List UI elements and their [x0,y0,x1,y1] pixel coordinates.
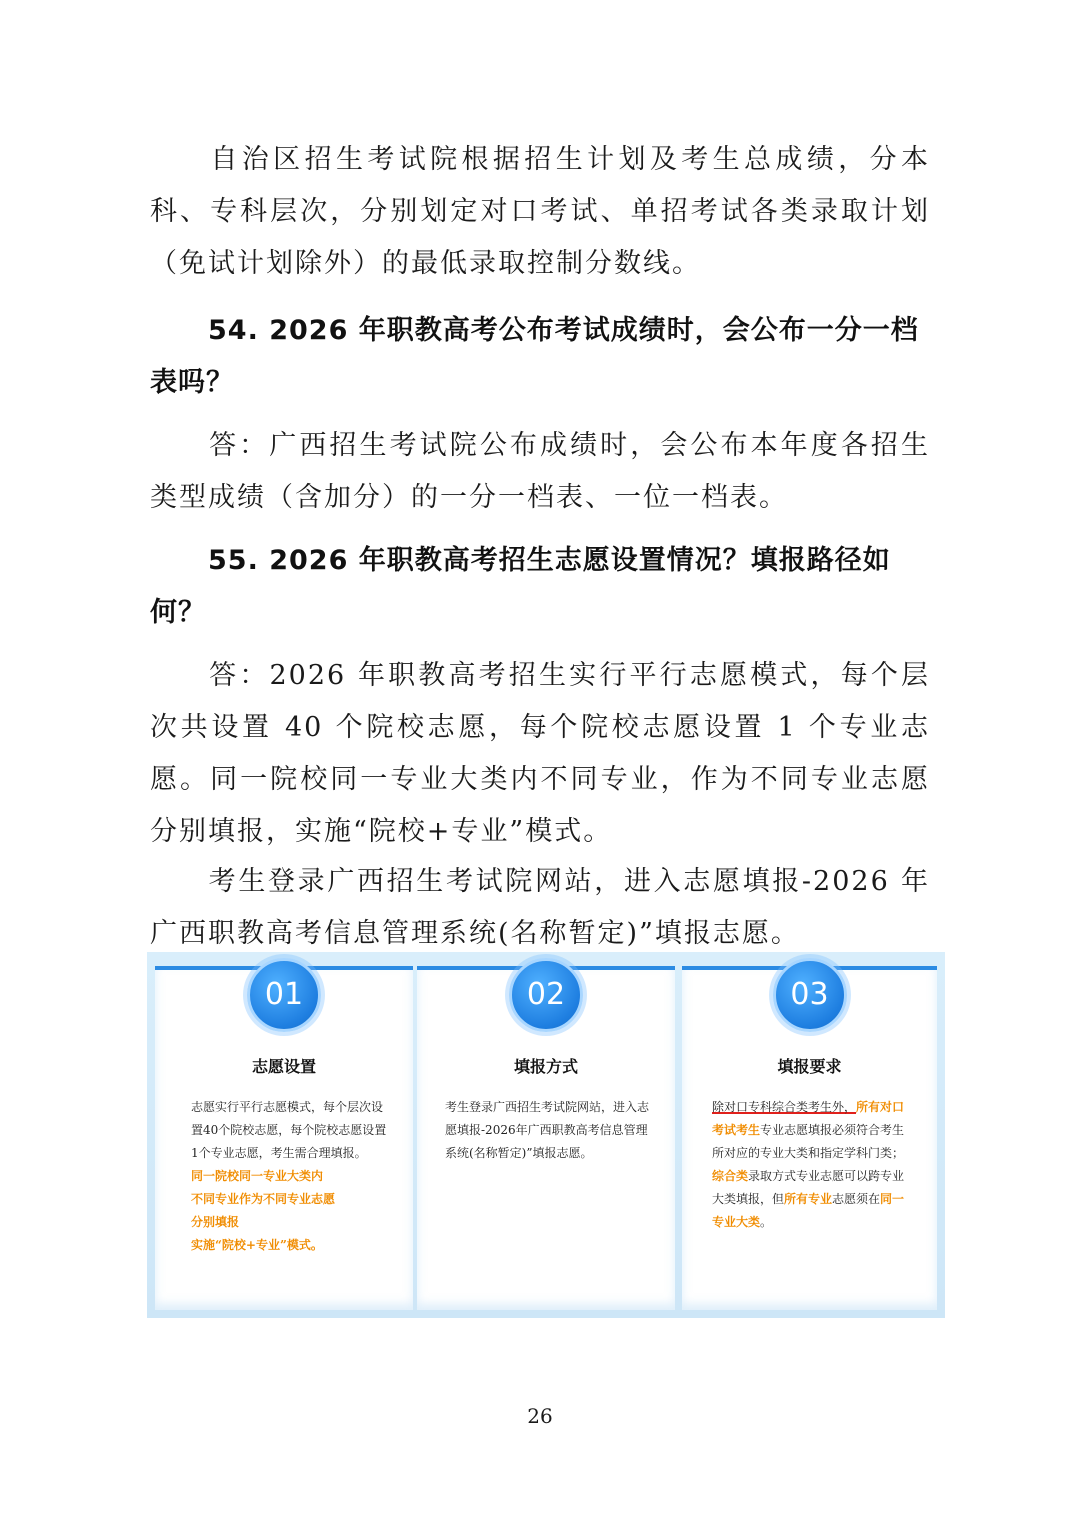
question-54 [150,305,932,409]
card-highlight: 同一专业大类 [712,1192,905,1229]
card-title: 填报要求 [777,1057,842,1076]
page-number: 26 [527,1404,553,1428]
card-title: 填报方式 [513,1057,578,1076]
card-text: 志愿实行平行志愿模式，每个层次设置40个院校志愿，每个院校志愿设置1个专业志愿，考生需合理填报。 [191,1100,387,1160]
card-highlight: 所有专业 [784,1192,833,1206]
answer-text: 答：2026 年职教高考招生实行平行志愿模式，每个层次共设置 40 个院校志愿，每个院校志愿设置 1 个专业志愿。同一院校同一专业大类内不同专业，作为不同专业志愿分别填报，实施“院校+专业”模式。 [150,660,930,847]
card-body [712,1096,915,1234]
card-text: 。 [760,1215,773,1229]
card-volunteer-setting [155,966,413,1310]
step-number-badge: 01 [247,958,321,1032]
card-text: 专业志愿填报必须符合考生所对应的专业大类和指定学科门类； [712,1123,905,1160]
answer-text: 考生登录广西招生考试院网站，进入志愿填报-2026 年广西职教高考信息管理系统(名称暂定)”填报志愿。 [150,866,930,949]
card-highlight: 所有对口考试考生 [712,1100,905,1137]
step-number-badge: 02 [509,958,583,1032]
card-body [445,1096,653,1165]
card-highlight: 同一院校同一专业大类内 [191,1169,324,1183]
card-fill-requirements [682,966,937,1310]
card-highlight: 综合类 [712,1169,749,1183]
card-fill-method [417,966,675,1310]
card-text: 志愿须在 [832,1192,881,1206]
paragraph-score-lines [150,134,930,290]
card-body [191,1096,391,1257]
question-text: 54. 2026 年职教高考公布考试成绩时，会公布一分一档表吗？ [150,315,919,398]
card-highlight: 分别填报 [191,1215,240,1229]
answer-55-part2 [150,856,930,960]
answer-54 [150,420,930,524]
volunteer-infographic [147,952,945,1318]
card-text: 录取方式专业志愿可以跨专业大类填报，但 [712,1169,905,1206]
card-text: 考生登录广西招生考试院网站，进入志愿填报-2026年广西职教高考信息管理系统(名称暂定)”填报志愿。 [445,1100,650,1160]
question-text: 55. 2026 年职教高考招生志愿设置情况？填报路径如何？ [150,545,891,628]
step-number-badge: 03 [773,958,847,1032]
card-title: 志愿设置 [251,1057,316,1076]
card-underlined: 除对口专科综合类考生外， [712,1100,857,1114]
answer-55-part1 [150,650,930,858]
card-highlight: 不同专业作为不同专业志愿 [191,1192,336,1206]
question-55 [150,535,932,639]
paragraph-text: 自治区招生考试院根据招生计划及考生总成绩，分本科、专科层次，分别划定对口考试、单招考试各类录取计划（免试计划除外）的最低录取控制分数线。 [150,144,930,279]
card-highlight: 实施“院校+专业”模式。 [191,1238,323,1252]
answer-text: 答：广西招生考试院公布成绩时，会公布本年度各招生类型成绩（含加分）的一分一档表、一位一档表。 [150,430,930,513]
